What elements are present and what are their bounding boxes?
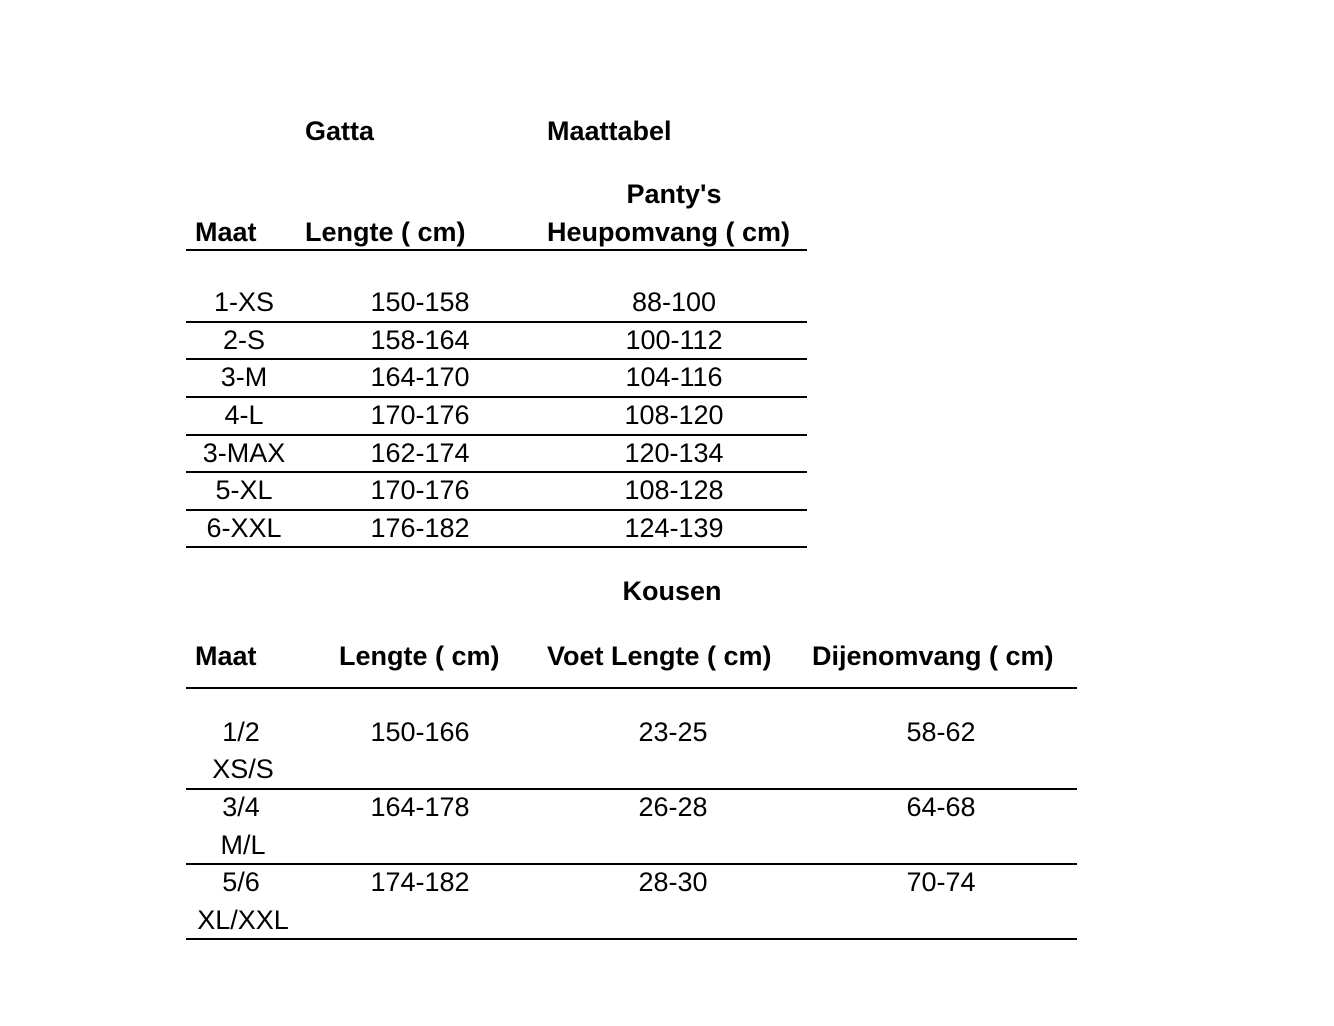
panty-cell-lengte: 164-170	[370, 362, 470, 392]
panty-cell-heupomvang: 108-120	[624, 400, 724, 430]
panty-cell-heupomvang: 88-100	[631, 287, 717, 317]
panty-cell-maat: 6-XXL	[206, 513, 282, 543]
panty-cell-lengte: 162-174	[370, 438, 470, 468]
panty-cell-heupomvang: 108-128	[624, 475, 724, 505]
row-divider	[186, 546, 807, 548]
row-divider	[186, 434, 807, 436]
kousen-cell-dijenomvang: 70-74	[906, 867, 976, 897]
kousen-header-lengte: Lengte ( cm)	[339, 641, 500, 671]
kousen-cell-maat: 3/4	[222, 792, 260, 822]
row-divider	[186, 471, 807, 473]
panty-section-title: Panty's	[626, 179, 722, 209]
panty-cell-heupomvang: 120-134	[624, 438, 724, 468]
panty-cell-maat: 1-XS	[213, 287, 275, 317]
row-divider	[186, 788, 1077, 790]
panty-header-lengte: Lengte ( cm)	[305, 217, 466, 247]
kousen-section-title: Kousen	[622, 576, 722, 606]
kousen-cell-voet-lengte: 23-25	[638, 717, 708, 747]
panty-cell-maat: 3-MAX	[202, 438, 286, 468]
row-divider	[186, 321, 807, 323]
panty-header-divider	[186, 249, 807, 251]
kousen-cell-lengte: 174-182	[370, 867, 470, 897]
kousen-header-divider	[186, 687, 1077, 689]
panty-header-heupomvang: Heupomvang ( cm)	[547, 217, 791, 247]
panty-cell-heupomvang: 124-139	[624, 513, 724, 543]
panty-cell-lengte: 150-158	[370, 287, 470, 317]
panty-cell-heupomvang: 100-112	[625, 325, 723, 355]
kousen-cell-lengte: 164-178	[370, 792, 470, 822]
row-divider	[186, 509, 807, 511]
kousen-header-voet-lengte: Voet Lengte ( cm)	[547, 641, 772, 671]
row-divider	[186, 863, 1077, 865]
kousen-cell-maat-size: XS/S	[212, 754, 274, 784]
panty-cell-lengte: 170-176	[370, 475, 470, 505]
panty-cell-lengte: 170-176	[370, 400, 470, 430]
panty-cell-maat: 4-L	[224, 400, 264, 430]
panty-cell-lengte: 176-182	[370, 513, 470, 543]
kousen-cell-lengte: 150-166	[370, 717, 470, 747]
brand-name: Gatta	[305, 116, 375, 146]
kousen-header-maat: Maat	[195, 641, 257, 671]
kousen-cell-voet-lengte: 26-28	[638, 792, 708, 822]
row-divider	[186, 358, 807, 360]
panty-cell-maat: 2-S	[222, 325, 266, 355]
panty-cell-lengte: 158-164	[370, 325, 470, 355]
panty-header-maat: Maat	[195, 217, 257, 247]
kousen-cell-maat: 1/2	[222, 717, 260, 747]
panty-cell-heupomvang: 104-116	[625, 362, 723, 392]
kousen-cell-maat-size: XL/XXL	[197, 905, 289, 935]
panty-cell-maat: 5-XL	[215, 475, 273, 505]
kousen-header-dijenomvang: Dijenomvang ( cm)	[812, 641, 1054, 671]
kousen-cell-voet-lengte: 28-30	[638, 867, 708, 897]
kousen-cell-maat: 5/6	[222, 867, 260, 897]
page-title: Maattabel	[547, 116, 672, 146]
row-divider	[186, 938, 1077, 940]
row-divider	[186, 396, 807, 398]
kousen-cell-dijenomvang: 58-62	[906, 717, 976, 747]
kousen-cell-dijenomvang: 64-68	[906, 792, 976, 822]
panty-cell-maat: 3-M	[220, 362, 268, 392]
kousen-cell-maat-size: M/L	[220, 830, 266, 860]
